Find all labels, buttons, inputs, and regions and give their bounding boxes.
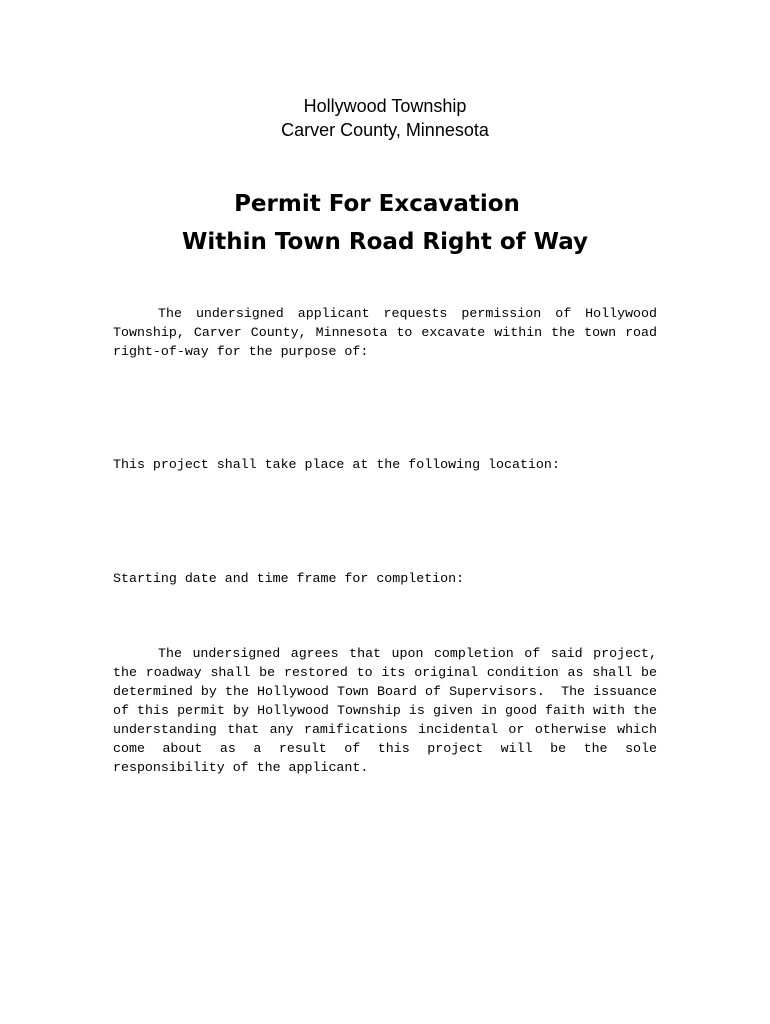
agreement-paragraph: The undersigned agrees that upon completion of said project, the roadway shall be restored to its original condition as shall be determined by the Hollywood Town Board of Supervisors. The issuance of this permit by Hollywood Township is given in good faith with the understanding that any ramifications incidental or otherwise which come about as a result of this project will be the sole responsibility of the applicant. [113, 646, 665, 775]
county-state: Carver County, Minnesota [281, 120, 489, 140]
permit-title: Permit For Excavation [234, 191, 520, 217]
township-name: Hollywood Township [303, 96, 467, 116]
request-paragraph: The undersigned applicant requests permission of Hollywood Township, Carver County, Minnesota to excavate within the town road right-of-way for the purpose of: [113, 306, 657, 359]
permit-subtitle: Within Town Road Right of Way [181, 229, 589, 255]
location-paragraph: This project shall take place at the following location: [113, 457, 560, 472]
timeframe-paragraph: Starting date and time frame for completion: [113, 571, 465, 586]
township-header [0, 94, 770, 142]
